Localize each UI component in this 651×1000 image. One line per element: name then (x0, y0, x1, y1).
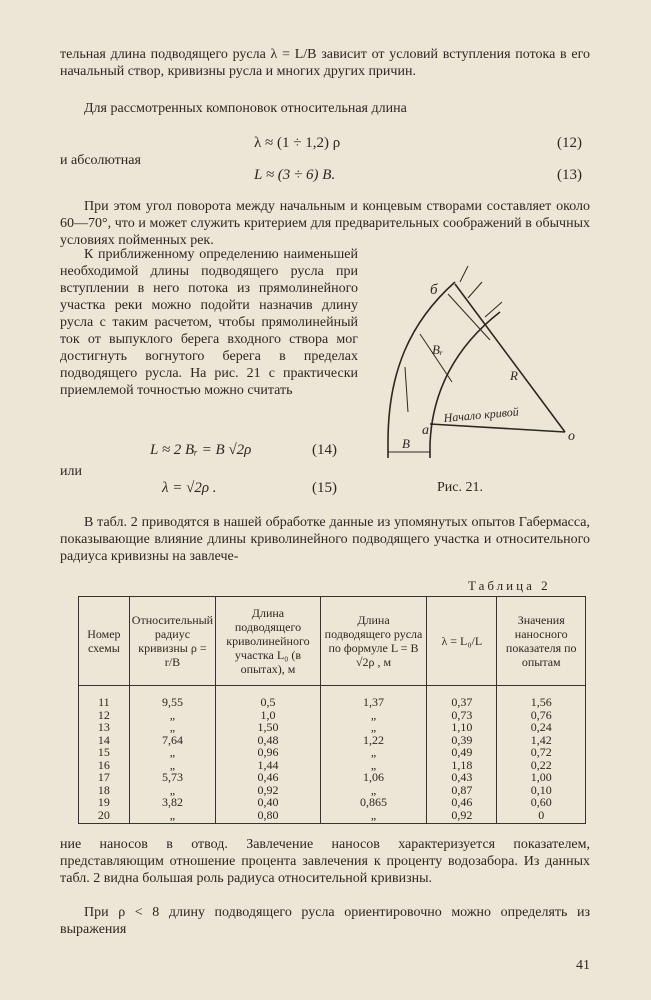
table-row (79, 686, 586, 709)
equation-15-number: (15) (312, 480, 337, 496)
header-radius: Относительный радиус кривизны ρ = r/B (129, 597, 215, 686)
table-cell: 1,50 (216, 721, 321, 734)
paragraph-4: К приближенному определению наименьшей необходимой длины подводящего русла при вступлении в него потока из прямолинейного участка реки можно подойти назначив длину русла с таким расчетом, чтобы прямолинейный ток от выпуклого берега входного створа мог достигнуть вогнутого берега в пределах подводящего русла. На рис. 21 с практически приемлемой точностью можно считать (60, 247, 358, 398)
equation-12: λ ≈ (1 ÷ 1,2) ρ (254, 135, 341, 151)
table-cell: 0,92 (427, 809, 497, 824)
table-cell: 11 (79, 686, 130, 709)
table-cell: 1,10 (427, 721, 497, 734)
table-cell: „ (320, 759, 426, 772)
table-row (79, 784, 586, 797)
table-cell: 0,40 (216, 796, 321, 809)
table-cell: „ (129, 759, 215, 772)
table-row (79, 721, 586, 734)
table-cell: 0,865 (320, 796, 426, 809)
table-cell: 0,39 (427, 734, 497, 747)
label-start-curve: Начало кривой (443, 404, 520, 425)
table-cell: 17 (79, 771, 130, 784)
label-b: б (430, 282, 438, 298)
and-absolute-text: и абсолютная (60, 153, 141, 168)
paragraph-2: Для рассмотренных компоновок относительная длина (84, 101, 407, 116)
table-cell: 0,37 (427, 686, 497, 709)
table-cell: 16 (79, 759, 130, 772)
table-cell: 0,24 (497, 721, 586, 734)
table-row (79, 709, 586, 722)
equation-13-number: (13) (557, 167, 582, 183)
header-length-experiment: Длина подводящего криволинейного участка L₀ (в опытах), м (216, 597, 321, 686)
table-cell: 3,82 (129, 796, 215, 809)
table-cell: 0,22 (497, 759, 586, 772)
table-row (79, 734, 586, 747)
table-cell: 1,56 (497, 686, 586, 709)
table-cell: „ (320, 709, 426, 722)
table-cell: „ (320, 746, 426, 759)
table-cell: „ (129, 809, 215, 824)
table-cell: 0,43 (427, 771, 497, 784)
table-cell: „ (129, 709, 215, 722)
table-cell: 1,44 (216, 759, 321, 772)
equation-14-number: (14) (312, 442, 337, 458)
table-row (79, 771, 586, 784)
equation-15: λ = √2ρ . (162, 480, 217, 496)
table-cell: 15 (79, 746, 130, 759)
header-lambda: λ = L₀/L (427, 597, 497, 686)
equation-14: L ≈ 2 Bᵣ = B √2ρ (150, 442, 252, 458)
table-row (79, 796, 586, 809)
table-cell: 1,42 (497, 734, 586, 747)
table-cell: 19 (79, 796, 130, 809)
data-table (78, 596, 586, 824)
table-cell: „ (320, 809, 426, 824)
table-cell: 18 (79, 784, 130, 797)
table-cell: 0,46 (216, 771, 321, 784)
table-body (79, 686, 586, 824)
label-R: R (510, 368, 518, 383)
table-cell: 0,49 (427, 746, 497, 759)
paragraph-5: В табл. 2 приводятся в нашей обработке данные из упомянутых опытов Габермасса, показывающие влияние длины криволинейного подводящего участка и относительного радиуса кривизны на завлече- (60, 515, 590, 564)
table-cell: „ (129, 721, 215, 734)
equation-12-number: (12) (557, 135, 582, 151)
label-a: а (422, 423, 429, 438)
page-number: 41 (576, 958, 590, 973)
paragraph-3: При этом угол поворота между начальным и концевым створами составляет около 60—70°, что и может служить критерием для предварительных соображений в обычных условиях пойменных рек. (60, 199, 590, 248)
table-cell: 0,80 (216, 809, 321, 824)
paragraph-1: тельная длина подводящего русла λ = L/B зависит от условий вступления потока в его начальный створ, кривизны русла и многих других причин. (60, 47, 590, 79)
figure-caption: Рис. 21. (437, 480, 483, 495)
table-cell: 0,76 (497, 709, 586, 722)
table-cell: „ (129, 784, 215, 797)
table-cell: 0,5 (216, 686, 321, 709)
table-cell: 1,0 (216, 709, 321, 722)
header-length-formula: Длина подводящего русла по формуле L = B √2ρ , м (320, 597, 426, 686)
label-o: о (568, 429, 575, 444)
table-cell: 9,55 (129, 686, 215, 709)
table-cell: 1,06 (320, 771, 426, 784)
table-cell: 1,22 (320, 734, 426, 747)
label-Br: Bᵣ (432, 342, 444, 357)
table-row (79, 759, 586, 772)
table-cell: 13 (79, 721, 130, 734)
header-scheme: Номер схемы (79, 597, 130, 686)
table-cell: 0,48 (216, 734, 321, 747)
table-cell: 1,37 (320, 686, 426, 709)
or-text: или (60, 464, 82, 479)
table-cell: 0,92 (216, 784, 321, 797)
table-cell: 0,73 (427, 709, 497, 722)
equation-13: L ≈ (3 ÷ 6) B. (254, 167, 336, 183)
table-cell: 0,96 (216, 746, 321, 759)
paragraph-6: ние наносов в отвод. Завлечение наносов характеризуется показателем, представляющим отношение процента завлечения к проценту водозабора. Из данных табл. 2 видна большая роль радиуса относительной кривизны. (60, 837, 590, 886)
table-cell: 7,64 (129, 734, 215, 747)
table-cell: 0,72 (497, 746, 586, 759)
radius-line-a (430, 424, 565, 432)
table-cell: „ (129, 746, 215, 759)
table-cell: „ (320, 721, 426, 734)
table-row (79, 746, 586, 759)
table-title: Таблица 2 (468, 578, 551, 593)
table-cell: 5,73 (129, 771, 215, 784)
label-B: B (402, 436, 410, 451)
table-cell: 0 (497, 809, 586, 824)
table-cell: 0,10 (497, 784, 586, 797)
table-cell: 0,60 (497, 796, 586, 809)
table-cell: „ (320, 784, 426, 797)
table-cell: 0,87 (427, 784, 497, 797)
header-sediment-index: Значения наносного показателя по опытам (497, 597, 586, 686)
table-row (79, 809, 586, 824)
table-cell: 0,46 (427, 796, 497, 809)
paragraph-7: При ρ < 8 длину подводящего русла ориентировочно можно определять из выражения (60, 905, 590, 937)
figure-21-diagram (360, 262, 590, 472)
table-cell: 1,00 (497, 771, 586, 784)
table-cell: 1,18 (427, 759, 497, 772)
table-cell: 20 (79, 809, 130, 824)
table-cell: 12 (79, 709, 130, 722)
table-cell: 14 (79, 734, 130, 747)
